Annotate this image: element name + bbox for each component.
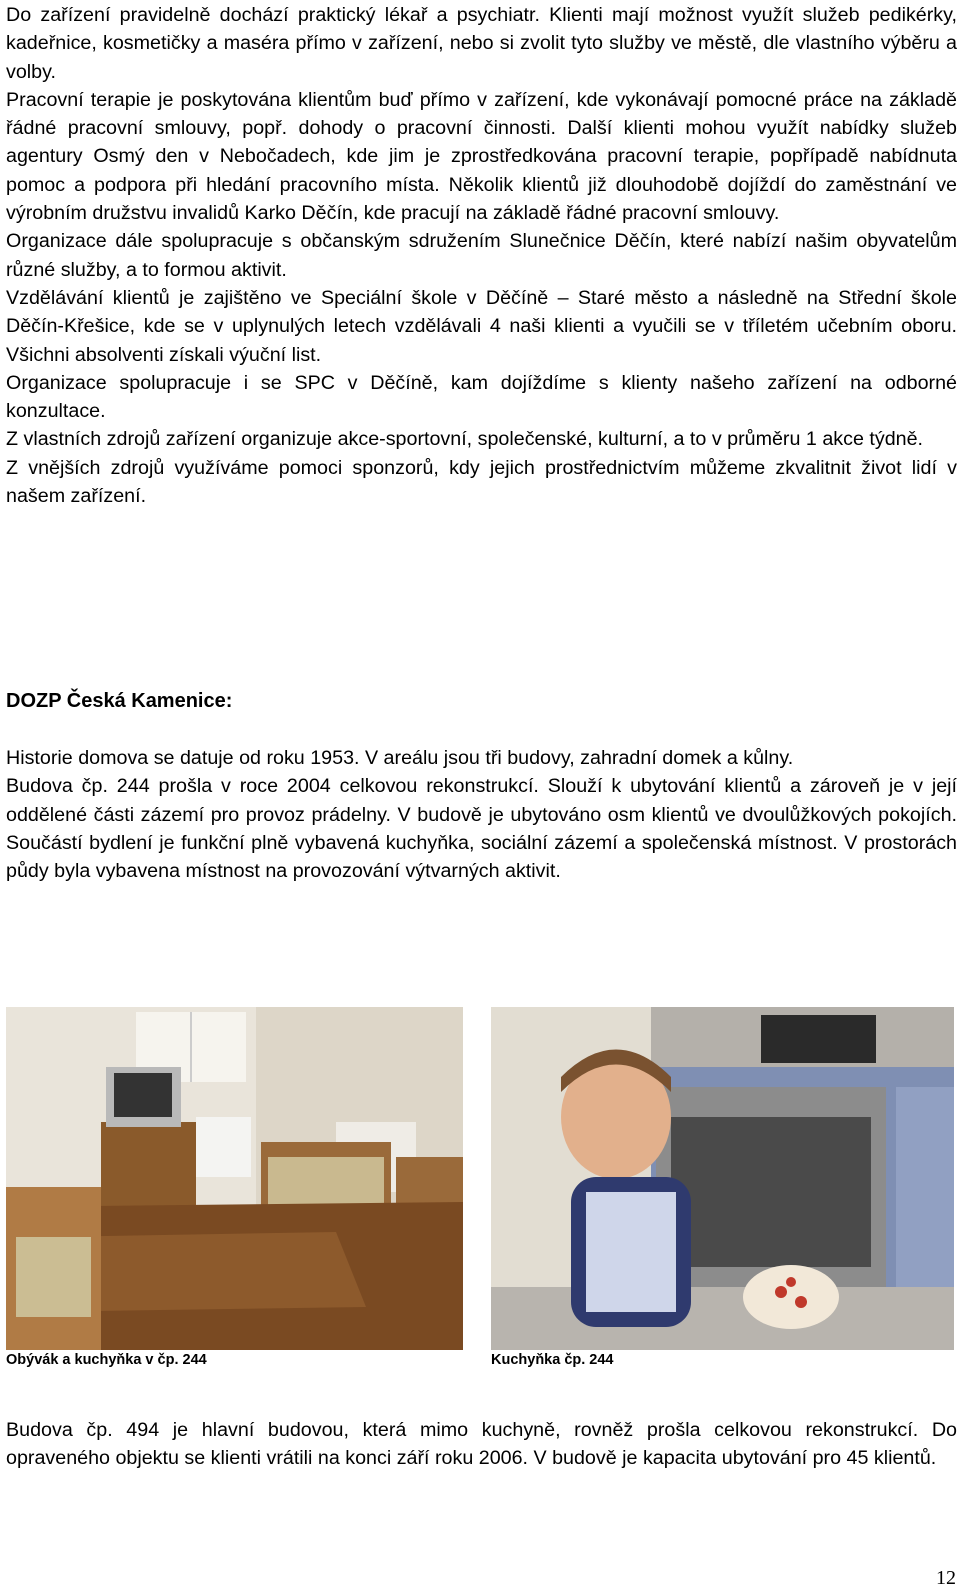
paragraph-work-therapy: Pracovní terapie je poskytována klientům buď přímo v zařízení, kde vykonávají pomocné práce na základě řádné pracovní smlouvy, popř. dohody o pracovní činnosti. Další klienti mohou využít nabídky služeb agentury Osmý den v Nebočadech, kde jim je zprostředkována pracovní terapie, popřípadě nabídnuta pomoc a podpora při hledání pracovního místa. Několik klientů již dlouhodobě dojíždí do zaměstnání ve výrobním družstvu invalidů Karko Děčín, kde pracují na základě řádné pracovní smlouvy. xyxy=(6,88,957,225)
living-room-caption: Obývák a kuchyňka v čp. 244 xyxy=(6,1352,207,1368)
kitchen-photo xyxy=(491,1007,954,1350)
living-room-photo xyxy=(6,1007,463,1350)
paragraph-spc: Organizace spolupracuje i se SPC v Děčíně, kam dojíždíme s klienty našeho zařízení na odborné konzultace. xyxy=(6,371,957,423)
page-number: 12 xyxy=(936,1567,956,1589)
paragraph-history: Historie domova se datuje od roku 1953. V areálu jsou tři budovy, zahradní domek a kůlny. xyxy=(6,747,794,769)
paragraph-slunecnice: Organizace dále spolupracuje s občanským sdružením Slunečnice Děčín, které nabízí našim obyvatelům různé služby, a to formou aktivit. xyxy=(6,230,957,281)
kitchen-caption: Kuchyňka čp. 244 xyxy=(491,1352,614,1368)
paragraph-own-resources: Z vlastních zdrojů zařízení organizuje akce-sportovní, společenské, kulturní, a to v průměru 1 akce týdně. xyxy=(6,428,924,451)
paragraph-building-494: Budova čp. 494 je hlavní budovou, která mimo kuchyně, rovněž prošla celkovou rekonstrukcí. Do opraveného objektu se klienti vrátili na konci září roku 2006. V budově je kapacita ubytování pro 45 klientů. xyxy=(6,1419,957,1470)
paragraph-doctors-services: Do zařízení pravidelně dochází praktický lékař a psychiatr. Klienti mají možnost využít služeb pedikérky, kadeřnice, kosmetičky a maséra přímo v zařízení, nebo si zvolit tyto služby ve městě, dle vlastního výběru a volby. xyxy=(6,4,957,83)
paragraph-education: Vzdělávání klientů je zajištěno ve Speciální škole v Děčíně – Staré město a následně na Střední škole Děčín-Křešice, kde se v uplynulých letech vzdělávali 4 naši klienti a vyučili se v tříletém učebním oboru. Všichni absolventi získali výuční list. xyxy=(6,286,957,366)
paragraph-sponsors: Z vnějších zdrojů využíváme pomoci sponzorů, kdy jejich prostřednictvím můžeme zkvalitnit život lidí v našem zařízení. xyxy=(6,456,957,508)
closing-text-block xyxy=(6,1416,957,1473)
intro-text-block xyxy=(6,1,957,510)
section-heading: DOZP Česká Kamenice: xyxy=(6,690,233,712)
section-text-block xyxy=(6,744,957,885)
paragraph-building-244: Budova čp. 244 prošla v roce 2004 celkovou rekonstrukcí. Slouží k ubytování klientů a zároveň je v její oddělené části zázemí pro provoz prádelny. V budově je ubytováno osm klientů ve dvoulůžkových pokojích. Součástí bydlení je funkční plně vybavená kuchyňka, sociální zázemí a společenská místnost. V prostorách půdy byla vybavena místnost na provozování výtvarných aktivit. xyxy=(6,775,957,883)
